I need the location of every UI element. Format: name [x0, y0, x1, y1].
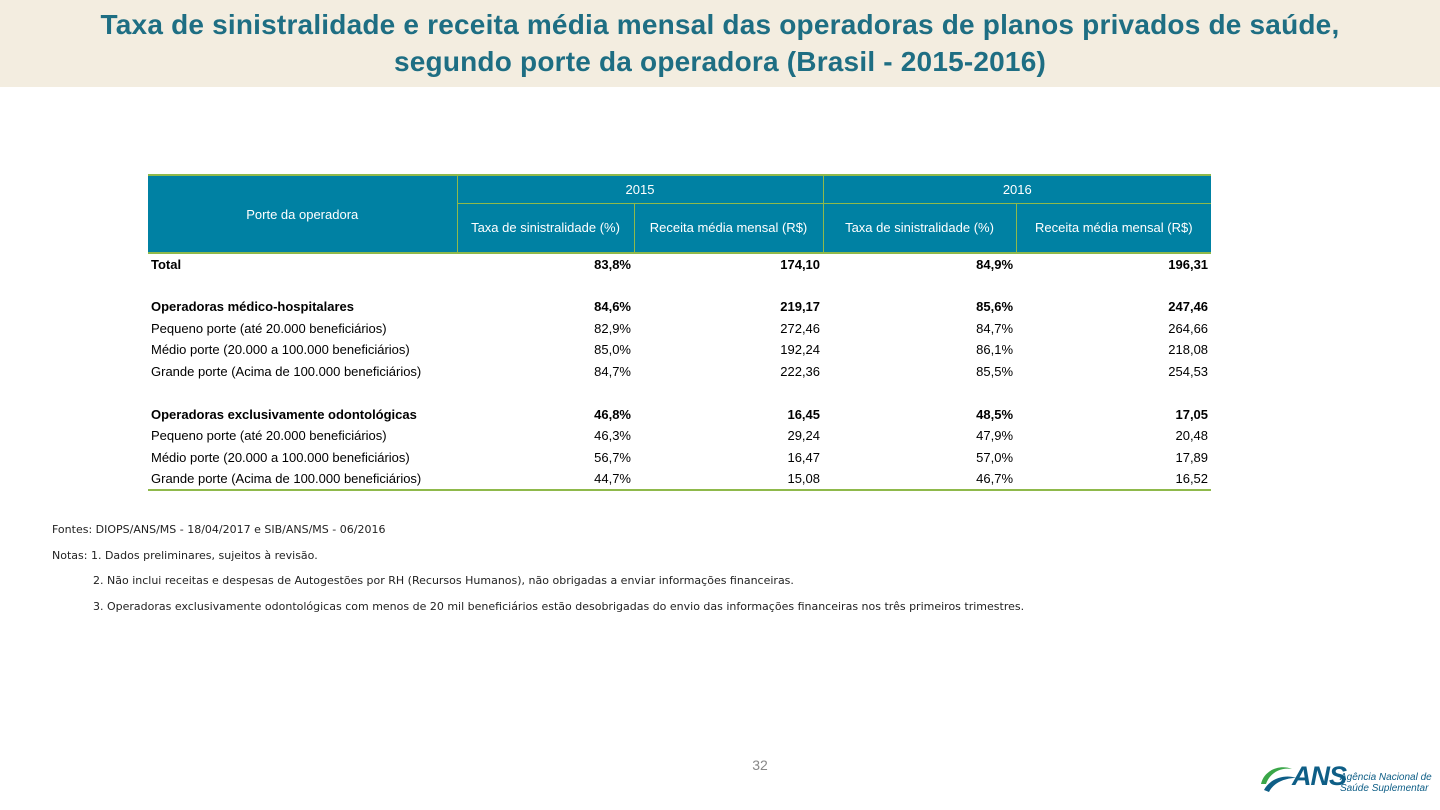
cell-receita-2016: 264,66 [1168, 320, 1209, 336]
cell-receita-2016: 20,48 [1175, 428, 1209, 444]
row-label: Pequeno porte (até 20.000 beneficiários) [151, 428, 387, 444]
cell-receita-2016: 196,31 [1168, 256, 1209, 272]
note-2: 2. Não inclui receitas e despesas de Autogestões por RH (Recursos Humanos), não obrigadas a enviar informações financeiras. [93, 574, 794, 587]
table-row [148, 339, 1211, 361]
table-row-total [148, 253, 1211, 275]
ans-logo [1258, 760, 1430, 800]
cell-taxa-2016: 48,5% [976, 406, 1014, 422]
cell-receita-2015: 219,17 [780, 299, 821, 315]
header-receita-2016: Receita média mensal (R$) [1016, 203, 1211, 253]
cell-taxa-2015: 56,7% [594, 449, 631, 465]
cell-taxa-2015: 83,8% [594, 256, 631, 272]
cell-receita-2015: 16,47 [787, 449, 821, 465]
table-spacer [148, 382, 1211, 404]
cell-receita-2015: 29,24 [787, 428, 821, 444]
table-row [148, 361, 1211, 383]
note-3: 3. Operadoras exclusivamente odontológicas com menos de 20 mil beneficiários estão desobrigadas do envio das informações financeiras nos três primeiros trimestres. [93, 599, 1025, 613]
cell-receita-2016: 254,53 [1168, 363, 1209, 379]
page-title-line-2: segundo porte da operadora (Brasil - 2015-2016) [393, 46, 1047, 77]
cell-receita-2015: 272,46 [780, 320, 821, 336]
header-year-2015: 2015 [457, 175, 823, 203]
table-row-odontologicas [148, 404, 1211, 426]
row-label: Total [151, 256, 182, 272]
cell-taxa-2016: 84,9% [976, 256, 1014, 272]
logo-line-1: Agência Nacional de [1340, 772, 1432, 783]
row-label: Grande porte (Acima de 100.000 beneficiários) [148, 468, 457, 490]
cell-taxa-2016: 46,7% [823, 468, 1016, 490]
cell-receita-2016: 16,52 [1016, 468, 1211, 490]
cell-taxa-2015: 82,9% [594, 320, 631, 336]
page-title-line-1: Taxa de sinistralidade e receita média mensal das operadoras de planos privados de saúde, [100, 9, 1340, 40]
note-fontes: Fontes: DIOPS/ANS/MS - 18/04/2017 e SIB/ANS/MS - 06/2016 [52, 523, 386, 536]
cell-receita-2015: 16,45 [787, 406, 821, 422]
table-row [148, 468, 1211, 490]
cell-taxa-2015: 46,3% [594, 428, 631, 444]
sinistralidade-table [148, 174, 1211, 491]
cell-taxa-2015: 84,7% [594, 363, 631, 379]
logo-line-2: Saúde Suplementar [1340, 783, 1429, 794]
header-year-2016: 2016 [823, 175, 1211, 203]
cell-taxa-2016: 84,7% [976, 320, 1014, 336]
cell-receita-2016: 17,89 [1175, 449, 1209, 465]
page-number: 32 [752, 757, 768, 773]
table-row [148, 318, 1211, 340]
cell-receita-2015: 192,24 [780, 342, 821, 358]
note-1: Notas: 1. Dados preliminares, sujeitos à revisão. [52, 548, 318, 562]
cell-taxa-2015: 84,6% [594, 299, 631, 315]
header-taxa-2016: Taxa de sinistralidade (%) [823, 203, 1016, 253]
cell-taxa-2015: 44,7% [457, 468, 634, 490]
row-label: Médio porte (20.000 a 100.000 beneficiários) [151, 449, 410, 465]
table-row [148, 447, 1211, 469]
row-label: Grande porte (Acima de 100.000 beneficiários) [151, 363, 422, 379]
cell-receita-2016: 17,05 [1175, 406, 1209, 422]
cell-receita-2015: 174,10 [780, 256, 821, 272]
page-title [0, 6, 1440, 80]
cell-taxa-2015: 46,8% [594, 406, 631, 422]
cell-taxa-2016: 57,0% [976, 449, 1014, 465]
cell-receita-2016: 247,46 [1168, 299, 1209, 315]
header-porte: Porte da operadora [148, 175, 457, 253]
cell-taxa-2015: 85,0% [594, 342, 631, 358]
cell-receita-2016: 218,08 [1168, 342, 1209, 358]
row-label: Operadoras exclusivamente odontológicas [151, 406, 417, 422]
cell-receita-2015: 222,36 [780, 363, 821, 379]
cell-taxa-2016: 86,1% [976, 342, 1014, 358]
row-label: Médio porte (20.000 a 100.000 beneficiários) [151, 342, 410, 358]
cell-taxa-2016: 47,9% [976, 428, 1014, 444]
cell-taxa-2016: 85,5% [976, 363, 1014, 379]
logo-wordmark: ANS [1292, 761, 1347, 791]
notes-block [52, 522, 1252, 624]
cell-taxa-2016: 85,6% [976, 299, 1014, 315]
table-spacer [148, 275, 1211, 297]
header-taxa-2015: Taxa de sinistralidade (%) [457, 203, 634, 253]
table-row [148, 425, 1211, 447]
cell-receita-2015: 15,08 [634, 468, 823, 490]
row-label: Operadoras médico-hospitalares [151, 299, 355, 315]
table-row-medico-hospitalares [148, 296, 1211, 318]
header-receita-2015: Receita média mensal (R$) [634, 203, 823, 253]
row-label: Pequeno porte (até 20.000 beneficiários) [151, 320, 387, 336]
